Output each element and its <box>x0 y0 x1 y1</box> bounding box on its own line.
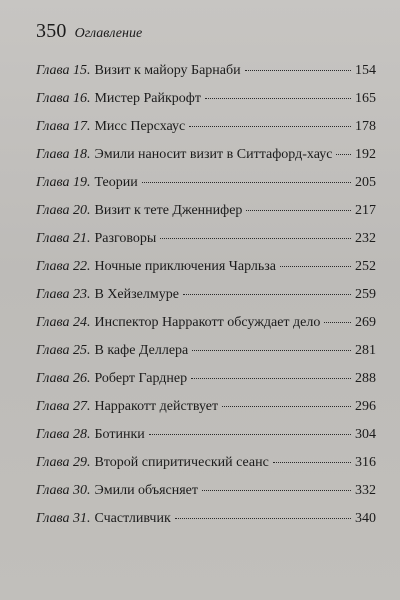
toc-entry-27 <box>36 399 376 427</box>
page-reference: 340 <box>355 511 376 526</box>
dot-leader <box>189 126 351 127</box>
chapter-label: Глава 17. <box>36 119 91 134</box>
chapter-title: Нарракотт действует <box>94 399 219 414</box>
page-reference: 281 <box>355 343 376 358</box>
chapter-title: Разговоры <box>94 231 157 246</box>
page-reference: 165 <box>355 91 376 106</box>
table-of-contents <box>36 63 376 539</box>
toc-entry-29 <box>36 455 376 483</box>
dot-leader <box>175 518 351 519</box>
chapter-label: Глава 30. <box>36 483 91 498</box>
dot-leader <box>280 266 351 267</box>
toc-entry-16 <box>36 91 376 119</box>
toc-entry-26 <box>36 371 376 399</box>
toc-entry-31 <box>36 511 376 539</box>
page-reference: 259 <box>355 287 376 302</box>
dot-leader <box>246 210 351 211</box>
dot-leader <box>202 490 351 491</box>
dot-leader <box>324 322 351 323</box>
page-header <box>36 20 142 52</box>
dot-leader <box>183 294 351 295</box>
page-reference: 232 <box>355 231 376 246</box>
chapter-label: Глава 28. <box>36 427 91 442</box>
dot-leader <box>191 378 351 379</box>
dot-leader <box>160 238 351 239</box>
chapter-title: Визит к майору Барнаби <box>94 63 241 78</box>
page-reference: 217 <box>355 203 376 218</box>
chapter-label: Глава 16. <box>36 91 91 106</box>
dot-leader <box>142 182 351 183</box>
chapter-label: Глава 20. <box>36 203 91 218</box>
chapter-title: Ботинки <box>94 427 145 442</box>
page-reference: 316 <box>355 455 376 470</box>
chapter-title: Визит к тете Дженнифер <box>94 203 243 218</box>
chapter-title: Теории <box>94 175 138 190</box>
toc-entry-22 <box>36 259 376 287</box>
page-reference: 205 <box>355 175 376 190</box>
dot-leader <box>336 154 351 155</box>
page-reference: 154 <box>355 63 376 78</box>
page-number: 350 <box>36 20 67 42</box>
chapter-label: Глава 22. <box>36 259 91 274</box>
chapter-title: В кафе Деллера <box>94 343 189 358</box>
toc-entry-24 <box>36 315 376 343</box>
toc-entry-20 <box>36 203 376 231</box>
chapter-label: Глава 19. <box>36 175 91 190</box>
chapter-label: Глава 18. <box>36 147 91 162</box>
dot-leader <box>222 406 351 407</box>
page-reference: 178 <box>355 119 376 134</box>
dot-leader <box>245 70 351 71</box>
dot-leader <box>192 350 351 351</box>
toc-entry-17 <box>36 119 376 147</box>
dot-leader <box>149 434 351 435</box>
chapter-title: Эмили наносит визит в Ситтафорд-хаус <box>94 147 333 162</box>
chapter-title: Счастливчик <box>94 511 171 526</box>
chapter-label: Глава 23. <box>36 287 91 302</box>
toc-entry-21 <box>36 231 376 259</box>
chapter-label: Глава 31. <box>36 511 91 526</box>
toc-entry-15 <box>36 63 376 91</box>
toc-entry-25 <box>36 343 376 371</box>
chapter-title: Инспектор Нарракотт обсуждает дело <box>94 315 321 330</box>
chapter-title: Ночные приключения Чарльза <box>94 259 277 274</box>
chapter-label: Глава 21. <box>36 231 91 246</box>
chapter-label: Глава 25. <box>36 343 91 358</box>
dot-leader <box>205 98 351 99</box>
chapter-label: Глава 26. <box>36 371 91 386</box>
page-reference: 332 <box>355 483 376 498</box>
toc-entry-19 <box>36 175 376 203</box>
chapter-label: Глава 15. <box>36 63 91 78</box>
toc-entry-23 <box>36 287 376 315</box>
page-reference: 269 <box>355 315 376 330</box>
chapter-title: Роберт Гарднер <box>94 371 188 386</box>
chapter-title: Мистер Райкрофт <box>94 91 201 106</box>
dot-leader <box>273 462 351 463</box>
chapter-label: Глава 24. <box>36 315 91 330</box>
toc-entry-30 <box>36 483 376 511</box>
chapter-label: Глава 29. <box>36 455 91 470</box>
toc-entry-18 <box>36 147 376 175</box>
chapter-title: В Хейзелмуре <box>94 287 179 302</box>
page-reference: 296 <box>355 399 376 414</box>
running-title: Оглавление <box>74 26 143 41</box>
toc-entry-28 <box>36 427 376 455</box>
chapter-title: Второй спиритический сеанс <box>94 455 269 470</box>
chapter-title: Мисс Персхаус <box>94 119 186 134</box>
page-reference: 192 <box>355 147 376 162</box>
page-reference: 288 <box>355 371 376 386</box>
chapter-label: Глава 27. <box>36 399 91 414</box>
chapter-title: Эмили объясняет <box>94 483 198 498</box>
page-reference: 252 <box>355 259 376 274</box>
page-reference: 304 <box>355 427 376 442</box>
